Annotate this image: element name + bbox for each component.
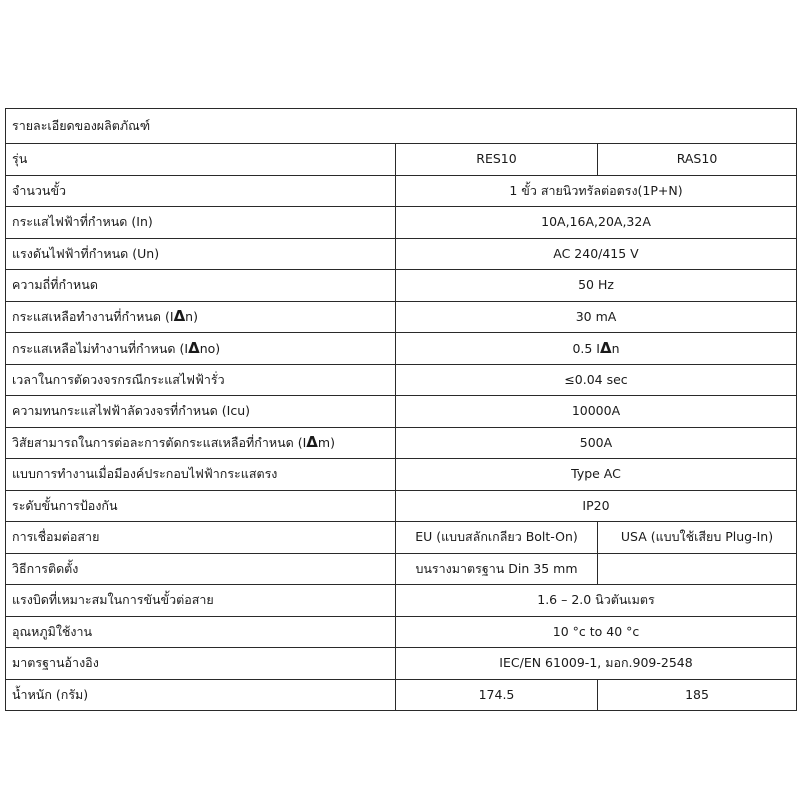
row-label-rated-voltage: แรงดันไฟฟ้าที่กำหนด (Un): [6, 238, 396, 270]
table-row: [6, 553, 797, 585]
value-connection-res10: EU (แบบสลักเกลียว Bolt-On): [396, 522, 598, 554]
table-row: [6, 616, 797, 648]
value-standard: IEC/EN 61009-1, มอก.909-2548: [396, 648, 797, 680]
model-res10: RES10: [396, 144, 598, 176]
table-row: [6, 396, 797, 428]
value-text: n: [611, 340, 620, 356]
row-label-mounting: วิธีการติดตั้ง: [6, 553, 396, 585]
table-row: [6, 207, 797, 239]
row-label-residual-nonoperating: [6, 333, 396, 365]
table-row: [6, 522, 797, 554]
value-rated-frequency: 50 Hz: [396, 270, 797, 302]
value-mounting-res10: บนรางมาตรฐาน Din 35 mm: [396, 553, 598, 585]
value-poles: 1 ขั้ว สายนิวทรัลต่อตรง(1P+N): [396, 175, 797, 207]
label-text: no): [199, 340, 221, 356]
label-text: m): [317, 435, 335, 451]
row-label-rated-frequency: ความถี่ที่กำหนด: [6, 270, 396, 302]
value-residual-nonoperating: [396, 333, 797, 365]
delta-symbol: Δ: [188, 338, 200, 357]
spec-table: [5, 108, 797, 711]
table-row: [6, 459, 797, 491]
delta-symbol: Δ: [306, 433, 318, 452]
value-torque: 1.6 – 2.0 นิวตันเมตร: [396, 585, 797, 617]
value-weight-res10: 174.5: [396, 679, 598, 711]
row-label-torque: แรงบิดที่เหมาะสมในการขันขั้วต่อสาย: [6, 585, 396, 617]
table-row: [6, 648, 797, 680]
label-text: n): [185, 309, 198, 325]
model-ras10: RAS10: [598, 144, 797, 176]
table-row: [6, 238, 797, 270]
table-title: รายละเอียดของผลิตภัณฑ์: [6, 109, 797, 144]
value-breaking-capacity: 500A: [396, 427, 797, 459]
delta-symbol: Δ: [600, 338, 612, 357]
row-label-model: รุ่น: [6, 144, 396, 176]
value-connection-ras10: USA (แบบใช้เสียบ Plug-In): [598, 522, 797, 554]
row-label-connection: การเชื่อมต่อสาย: [6, 522, 396, 554]
row-label-operation-type: แบบการทำงานเมื่อมีองค์ประกอบไฟฟ้ากระแสตรง: [6, 459, 396, 491]
delta-symbol: Δ: [173, 307, 186, 326]
label-text: กระแสเหลือไม่ทำงานที่กำหนด (I: [12, 340, 189, 356]
row-label-short-circuit: ความทนกระแสไฟฟ้าลัดวงจรที่กำหนด (Icu): [6, 396, 396, 428]
row-label-standard: มาตรฐานอ้างอิง: [6, 648, 396, 680]
row-label-rated-current: กระแสไฟฟ้าที่กำหนด (In): [6, 207, 396, 239]
row-label-temperature: อุณหภูมิใช้งาน: [6, 616, 396, 648]
row-label-breaking-capacity: [6, 427, 396, 459]
row-label-weight: น้ำหนัก (กรัม): [6, 679, 396, 711]
table-row: [6, 301, 797, 333]
row-label-poles: จำนวนขั้ว: [6, 175, 396, 207]
table-row: [6, 270, 797, 302]
table-row: [6, 490, 797, 522]
row-label-residual-operating: [6, 301, 396, 333]
label-text: กระแสเหลือทำงานที่กำหนด (I: [12, 309, 174, 325]
table-title-row: [6, 109, 797, 144]
table-row: [6, 175, 797, 207]
table-row: [6, 333, 797, 365]
table-row: [6, 427, 797, 459]
value-text: 0.5 I: [572, 340, 600, 356]
value-rated-voltage: AC 240/415 V: [396, 238, 797, 270]
label-text: วิสัยสามารถในการต่อละการตัดกระแสเหลือที่กำหนด (I: [12, 435, 307, 451]
table-row: [6, 144, 797, 176]
value-operation-type: Type AC: [396, 459, 797, 491]
table-row: [6, 679, 797, 711]
value-residual-operating: 30 mA: [396, 301, 797, 333]
row-label-trip-time: เวลาในการตัดวงจรกรณีกระแสไฟฟ้ารั่ว: [6, 364, 396, 396]
value-trip-time: ≤0.04 sec: [396, 364, 797, 396]
table-row: [6, 585, 797, 617]
value-short-circuit: 10000A: [396, 396, 797, 428]
row-label-protection: ระดับขั้นการป้องกัน: [6, 490, 396, 522]
value-rated-current: 10A,16A,20A,32A: [396, 207, 797, 239]
value-protection: IP20: [396, 490, 797, 522]
value-temperature: 10 °c to 40 °c: [396, 616, 797, 648]
table-row: [6, 364, 797, 396]
value-mounting-ras10: [598, 553, 797, 585]
value-weight-ras10: 185: [598, 679, 797, 711]
